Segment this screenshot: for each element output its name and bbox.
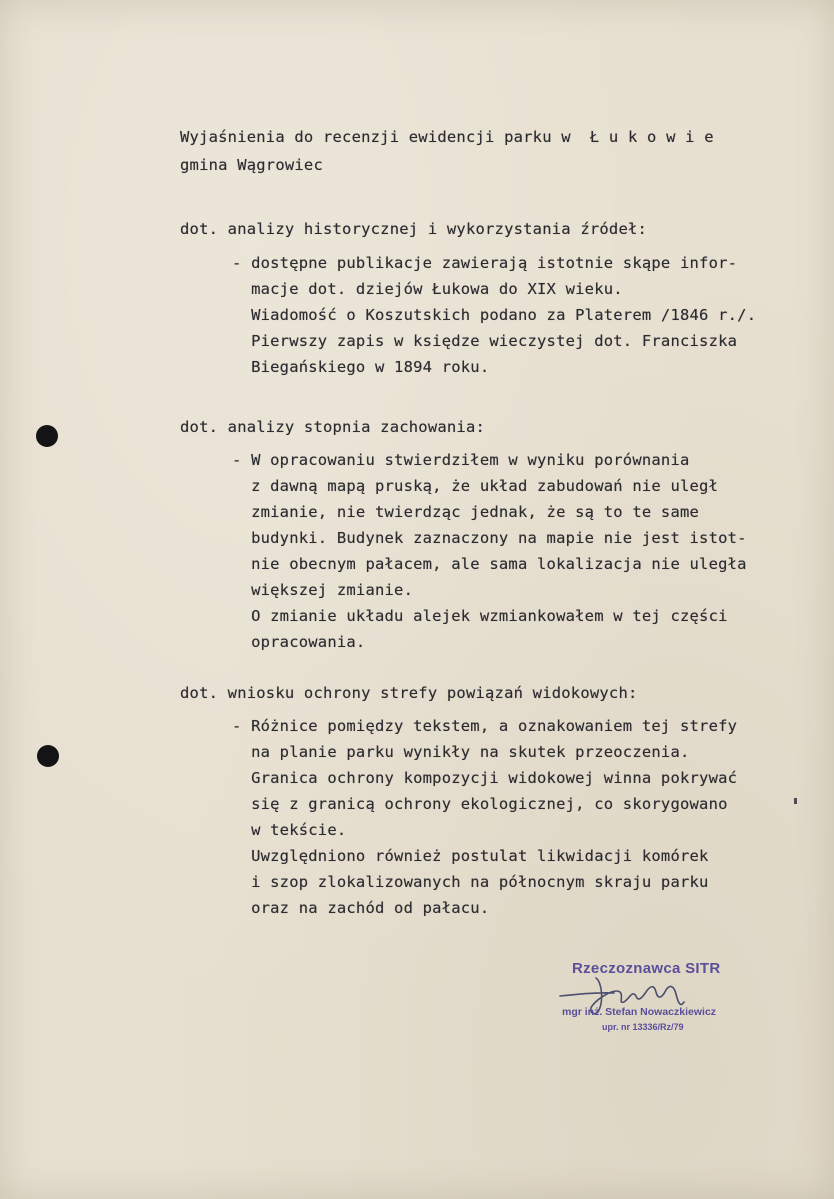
section-title: dot. analizy stopnia zachowania: — [180, 418, 486, 436]
margin-tick-mark — [794, 798, 797, 804]
section-line: na planie parku wynikły na skutek przeoczenia. — [232, 743, 690, 761]
section-line: Pierwszy zapis w księdze wieczystej dot. Franciszka — [232, 332, 738, 350]
section-line: Wiadomość o Koszutskich podano za Platerem /1846 r./. — [232, 306, 757, 324]
section-line: opracowania. — [232, 633, 366, 651]
stamp-title: Rzeczoznawca SITR — [572, 960, 721, 977]
section-line: i szop zlokalizowanych na północnym skraju parku — [232, 873, 709, 891]
section-line: - dostępne publikacje zawierają istotnie skąpe infor- — [232, 254, 738, 272]
section-line: O zmianie układu alejek wzmiankowałem w tej części — [232, 607, 728, 625]
section-line: budynki. Budynek zaznaczony na mapie nie jest istot- — [232, 529, 747, 547]
section-line: - Różnice pomiędzy tekstem, a oznakowaniem tej strefy — [232, 717, 738, 735]
document-subheading: gmina Wągrowiec — [180, 156, 323, 174]
section-line: Uwzględniono również postulat likwidacji komórek — [232, 847, 709, 865]
section-line: większej zmianie. — [232, 581, 414, 599]
section-line: w tekście. — [232, 821, 347, 839]
section-line: Granica ochrony kompozycji widokowej winna pokrywać — [232, 769, 738, 787]
stamp-name: mgr inż. Stefan Nowaczkiewicz — [562, 1006, 717, 1018]
section-line: zmianie, nie twierdząc jednak, że są to te same — [232, 503, 700, 521]
section-title: dot. analizy historycznej i wykorzystania źródeł: — [180, 220, 648, 238]
section-line: się z granicą ochrony ekologicznej, co skorygowano — [232, 795, 728, 813]
document-heading: Wyjaśnienia do recenzji ewidencji parku w Ł u k o w i e — [180, 128, 714, 146]
section-title: dot. wniosku ochrony strefy powiązań widokowych: — [180, 684, 638, 702]
stamp-license-number: upr. nr 13336/Rz/79 — [602, 1022, 684, 1032]
section-line: macje dot. dziejów Łukowa do XIX wieku. — [232, 280, 623, 298]
punch-hole-top — [36, 425, 58, 447]
punch-hole-bottom — [37, 745, 59, 767]
section-line: Biegańskiego w 1894 roku. — [232, 358, 490, 376]
section-line: z dawną mapą pruską, że układ zabudowań nie uległ — [232, 477, 719, 495]
section-line: - W opracowaniu stwierdziłem w wyniku porównania — [232, 451, 690, 469]
section-line: oraz na zachód od pałacu. — [232, 899, 490, 917]
section-line: nie obecnym pałacem, ale sama lokalizacja nie uległa — [232, 555, 747, 573]
